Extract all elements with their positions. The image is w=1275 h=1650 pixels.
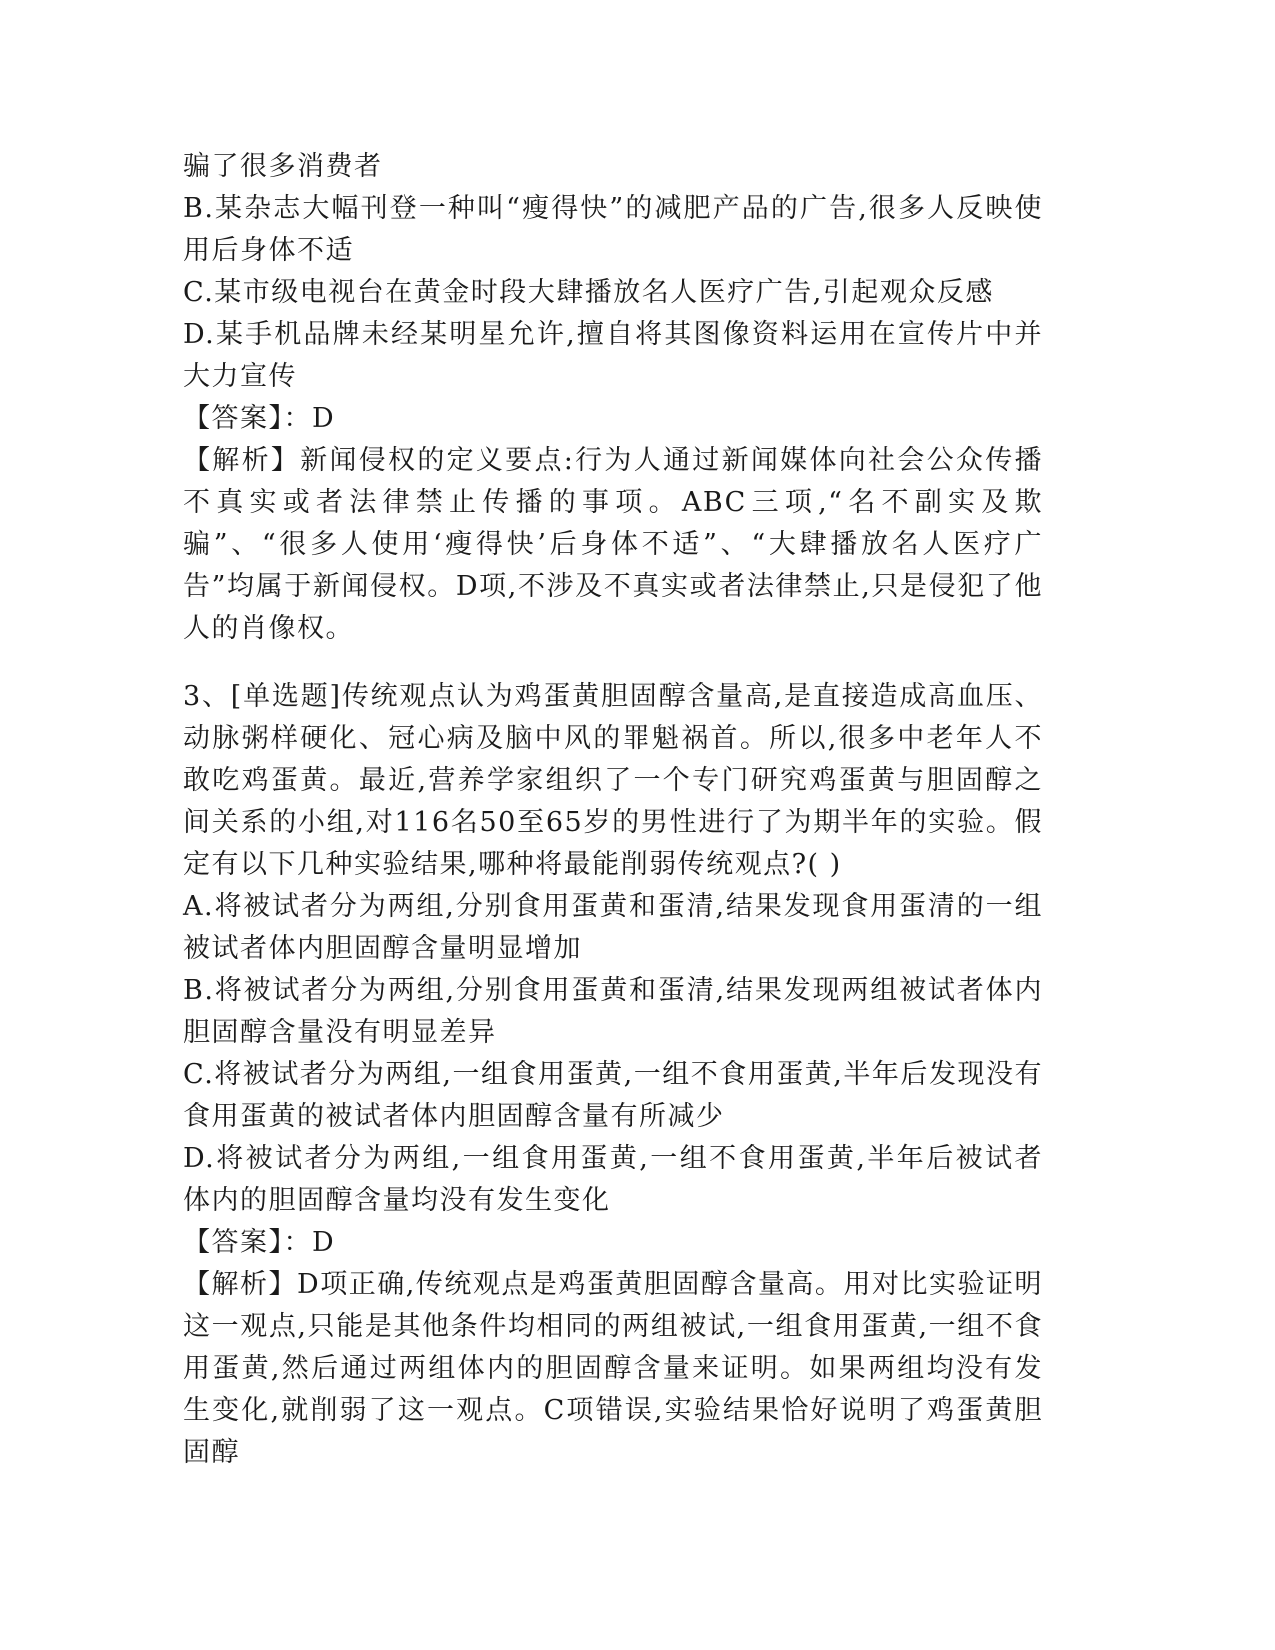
section-gap: [183, 650, 1043, 676]
q3-answer: 【答案】：D: [183, 1227, 336, 1258]
q3-option-c: C.将被试者分为两组,一组食用蛋黄,一组不食用蛋黄,半年后发现没有食用蛋黄的被试者体内胆固醇含量有所减少: [183, 1059, 1043, 1132]
q2-option-c: C.某市级电视台在黄金时段大肆播放名人医疗广告,引起观众反感: [183, 277, 994, 308]
q2-answer: 【答案】：D: [183, 403, 336, 434]
q3-question: 3、[单选题]传统观点认为鸡蛋黄胆固醇含量高,是直接造成高血压、动脉粥样硬化、冠心病及脑中风的罪魁祸首。所以,很多中老年人不敢吃鸡蛋黄。最近,营养学家组织了一个专门研究鸡蛋黄与胆固醇之间关系的小组,对116名50至65岁的男性进行了为期半年的实验。假定有以下几种实验结果,哪种将最能削弱传统观点?( ): [183, 681, 1043, 880]
q3-option-a: A.将被试者分为两组,分别食用蛋黄和蛋清,结果发现食用蛋清的一组被试者体内胆固醇含量明显增加: [183, 891, 1043, 964]
q2-option-a-tail: 骗了很多消费者: [183, 151, 383, 182]
document-page: [183, 146, 1043, 1474]
q3-analysis: 【解析】D项正确,传统观点是鸡蛋黄胆固醇含量高。用对比实验证明这一观点,只能是其他条件均相同的两组被试,一组食用蛋黄,一组不食用蛋黄,然后通过两组体内的胆固醇含量来证明。如果两组均没有发生变化,就削弱了这一观点。C项错误,实验结果恰好说明了鸡蛋黄胆固醇: [183, 1269, 1043, 1468]
q2-option-b: B.某杂志大幅刊登一种叫“瘦得快”的减肥产品的广告,很多人反映使用后身体不适: [183, 193, 1043, 266]
q3-option-b: B.将被试者分为两组,分别食用蛋黄和蛋清,结果发现两组被试者体内胆固醇含量没有明显差异: [183, 975, 1043, 1048]
q2-analysis: 【解析】新闻侵权的定义要点:行为人通过新闻媒体向社会公众传播不真实或者法律禁止传播的事项。ABC三项,“名不副实及欺骗”、“很多人使用‘瘦得快’后身体不适”、“大肆播放名人医疗广告”均属于新闻侵权。D项,不涉及不真实或者法律禁止,只是侵犯了他人的肖像权。: [183, 445, 1043, 644]
q3-option-d: D.将被试者分为两组,一组食用蛋黄,一组不食用蛋黄,半年后被试者体内的胆固醇含量均没有发生变化: [183, 1143, 1043, 1216]
q2-option-d: D.某手机品牌未经某明星允许,擅自将其图像资料运用在宣传片中并大力宣传: [183, 319, 1043, 392]
